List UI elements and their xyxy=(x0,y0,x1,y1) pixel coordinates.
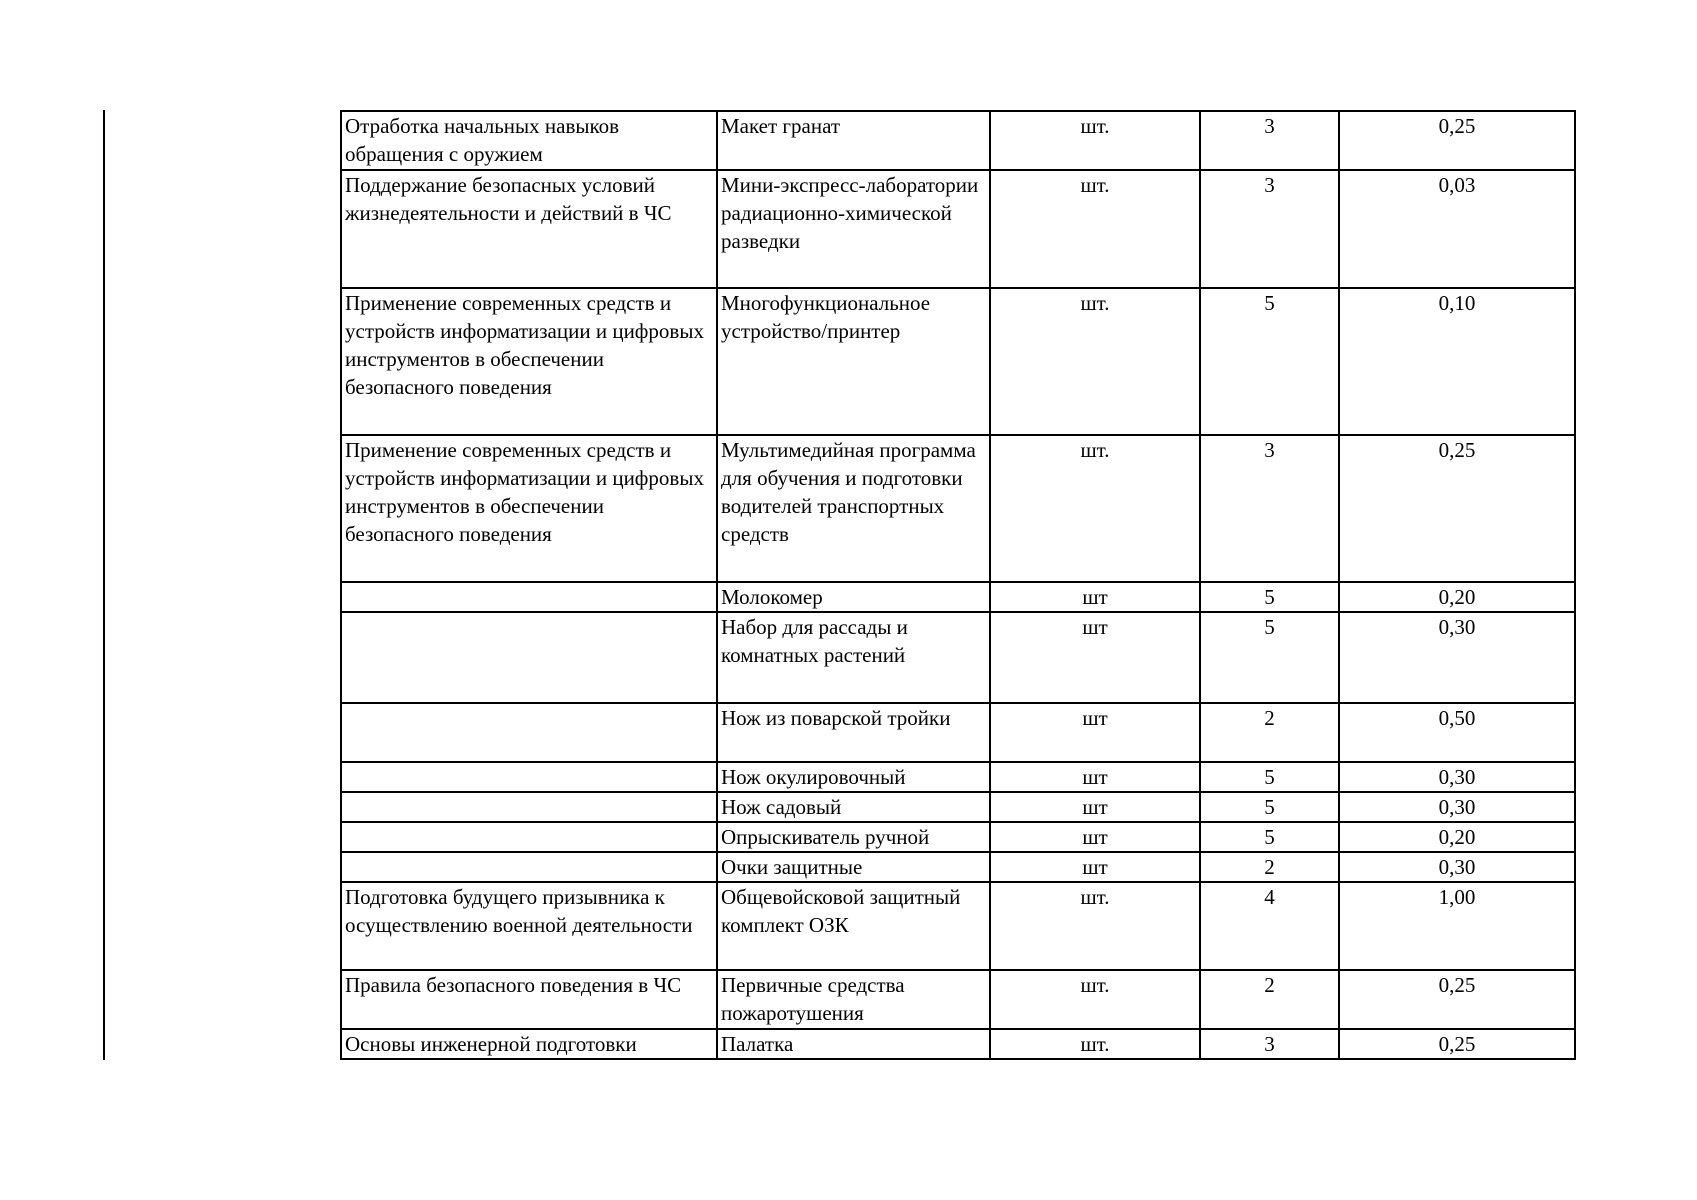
coef-cell: 1,00 xyxy=(1339,882,1575,970)
item-cell: Нож из поварской тройки xyxy=(717,703,990,762)
page-margin-line xyxy=(103,110,105,1060)
unit-cell: шт. xyxy=(990,111,1200,170)
table-row xyxy=(341,792,1575,822)
qty-cell: 5 xyxy=(1200,582,1339,612)
coef-cell: 0,30 xyxy=(1339,612,1575,703)
topic-cell: Применение современных средств и устройств информатизации и цифровых инструментов в обеспечении безопасного поведения xyxy=(341,288,717,435)
unit-cell: шт. xyxy=(990,882,1200,970)
unit-cell: шт xyxy=(990,822,1200,852)
topic-cell: Основы инженерной подготовки xyxy=(341,1029,717,1059)
item-cell: Молокомер xyxy=(717,582,990,612)
coef-cell: 0,25 xyxy=(1339,435,1575,582)
qty-cell: 2 xyxy=(1200,970,1339,1029)
coef-cell: 0,20 xyxy=(1339,822,1575,852)
qty-cell: 2 xyxy=(1200,703,1339,762)
qty-cell: 3 xyxy=(1200,170,1339,288)
coef-cell: 0,20 xyxy=(1339,582,1575,612)
qty-cell: 2 xyxy=(1200,852,1339,882)
unit-cell: шт xyxy=(990,703,1200,762)
topic-cell: Поддержание безопасных условий жизнедеятельности и действий в ЧС xyxy=(341,170,717,288)
topic-cell xyxy=(341,612,717,703)
qty-cell: 5 xyxy=(1200,792,1339,822)
item-cell: Палатка xyxy=(717,1029,990,1059)
coef-cell: 0,30 xyxy=(1339,792,1575,822)
item-cell: Общевойсковой защитный комплект ОЗК xyxy=(717,882,990,970)
unit-cell: шт xyxy=(990,852,1200,882)
item-cell: Очки защитные xyxy=(717,852,990,882)
equipment-table xyxy=(340,110,1576,1060)
item-cell: Нож окулировочный xyxy=(717,762,990,792)
coef-cell: 0,25 xyxy=(1339,1029,1575,1059)
table-row xyxy=(341,762,1575,792)
table-row xyxy=(341,582,1575,612)
unit-cell: шт. xyxy=(990,170,1200,288)
table-row xyxy=(341,822,1575,852)
qty-cell: 5 xyxy=(1200,612,1339,703)
table-row xyxy=(341,1029,1575,1059)
unit-cell: шт xyxy=(990,612,1200,703)
unit-cell: шт. xyxy=(990,288,1200,435)
topic-cell: Правила безопасного поведения в ЧС xyxy=(341,970,717,1029)
unit-cell: шт xyxy=(990,792,1200,822)
topic-cell: Подготовка будущего призывника к осуществлению военной деятельности xyxy=(341,882,717,970)
item-cell: Набор для рассады и комнатных растений xyxy=(717,612,990,703)
table-row xyxy=(341,852,1575,882)
topic-cell xyxy=(341,852,717,882)
item-cell: Многофункциональное устройство/принтер xyxy=(717,288,990,435)
table-row xyxy=(341,612,1575,703)
item-cell: Нож садовый xyxy=(717,792,990,822)
item-cell: Макет гранат xyxy=(717,111,990,170)
topic-cell xyxy=(341,792,717,822)
item-cell: Мини-экспресс-лаборатории радиационно-химической разведки xyxy=(717,170,990,288)
unit-cell: шт. xyxy=(990,1029,1200,1059)
qty-cell: 3 xyxy=(1200,1029,1339,1059)
unit-cell: шт xyxy=(990,762,1200,792)
qty-cell: 5 xyxy=(1200,288,1339,435)
table-row xyxy=(341,288,1575,435)
coef-cell: 0,30 xyxy=(1339,762,1575,792)
qty-cell: 3 xyxy=(1200,435,1339,582)
table-row xyxy=(341,882,1575,970)
qty-cell: 4 xyxy=(1200,882,1339,970)
coef-cell: 0,25 xyxy=(1339,970,1575,1029)
item-cell: Опрыскиватель ручной xyxy=(717,822,990,852)
qty-cell: 3 xyxy=(1200,111,1339,170)
unit-cell: шт. xyxy=(990,970,1200,1029)
topic-cell xyxy=(341,822,717,852)
coef-cell: 0,03 xyxy=(1339,170,1575,288)
topic-cell xyxy=(341,703,717,762)
table-row xyxy=(341,435,1575,582)
table-row xyxy=(341,703,1575,762)
qty-cell: 5 xyxy=(1200,762,1339,792)
table-row xyxy=(341,111,1575,170)
unit-cell: шт xyxy=(990,582,1200,612)
coef-cell: 0,30 xyxy=(1339,852,1575,882)
item-cell: Первичные средства пожаротушения xyxy=(717,970,990,1029)
table-row xyxy=(341,170,1575,288)
topic-cell: Применение современных средств и устройств информатизации и цифровых инструментов в обеспечении безопасного поведения xyxy=(341,435,717,582)
qty-cell: 5 xyxy=(1200,822,1339,852)
item-cell: Мультимедийная программа для обучения и подготовки водителей транспортных средств xyxy=(717,435,990,582)
topic-cell: Отработка начальных навыков обращения с оружием xyxy=(341,111,717,170)
coef-cell: 0,25 xyxy=(1339,111,1575,170)
coef-cell: 0,10 xyxy=(1339,288,1575,435)
coef-cell: 0,50 xyxy=(1339,703,1575,762)
topic-cell xyxy=(341,582,717,612)
unit-cell: шт. xyxy=(990,435,1200,582)
topic-cell xyxy=(341,762,717,792)
table-row xyxy=(341,970,1575,1029)
